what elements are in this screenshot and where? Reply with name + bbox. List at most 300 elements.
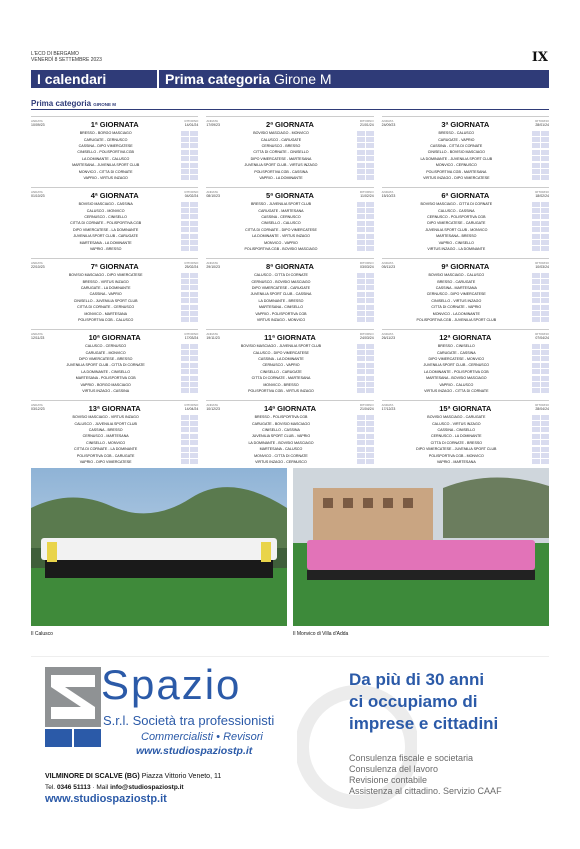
match-row	[31, 388, 198, 394]
match-teams: DIPO VIMERCATESE - MONVICO	[428, 356, 485, 361]
match-teams: CALUSCO - CITTÀ DI CORNATE	[254, 273, 308, 278]
score-box	[190, 317, 198, 322]
score-box	[532, 285, 540, 290]
score-box	[532, 317, 540, 322]
score-box	[357, 163, 365, 168]
match-teams: DIPO VIMERCATESE - MARTESANA	[250, 156, 312, 161]
score-box	[181, 344, 189, 349]
match-teams: POLISPORTIVA CGB - MARTESANA	[426, 169, 487, 174]
match-teams: CERNUSCO - DIPO VIMERCATESE	[426, 292, 486, 297]
ritorno-date: 25/02/24	[184, 265, 199, 269]
match-teams: POLISPORTIVA CGB - CASSINA	[254, 169, 308, 174]
score-box	[181, 285, 189, 290]
andata-label: ANDATA	[206, 403, 219, 407]
match-teams: BOVISIO MASCIAGO - MONVICO	[253, 131, 309, 136]
match-teams: BRESSO - CARUGATE	[437, 279, 476, 284]
ritorno-date: 21/04/24	[360, 407, 374, 411]
score-box	[532, 356, 540, 361]
score-box	[366, 279, 374, 284]
score-box	[366, 221, 374, 226]
match-row	[382, 459, 549, 465]
score-box	[541, 240, 549, 245]
round-title: 12ª GIORNATA	[439, 333, 492, 342]
match-teams: VAPRIO - DIPO VIMERCATESE	[79, 459, 132, 464]
score-box	[532, 227, 540, 232]
match-teams: BRESSO - JUVENILIA SPORT CLUB	[251, 202, 311, 207]
match-list	[382, 201, 549, 252]
andata-label: ANDATA	[31, 261, 43, 265]
andata-date: 08/10/23	[206, 194, 220, 198]
match-teams: CARUGATE - CASSINA	[436, 350, 476, 355]
score-box	[357, 363, 365, 368]
score-box	[366, 427, 374, 432]
score-box	[181, 305, 189, 310]
address	[45, 773, 221, 780]
match-teams: VIRTUS INZAGO - MONVICO	[256, 317, 306, 322]
match-teams: CASSINA - DIPO VIMERCATESE	[78, 143, 133, 148]
score-box	[366, 208, 374, 213]
match-teams: CITTÀ DI CORNATE - CINISELLO	[253, 150, 309, 155]
score-box	[532, 388, 540, 393]
website-link-2[interactable]: www.studiospaziostp.it	[45, 793, 167, 805]
score-box	[190, 344, 198, 349]
match-teams: VAPRIO - LA DOMINANTE	[259, 175, 303, 180]
ritorno-label: RITORNO	[359, 332, 374, 336]
score-box	[181, 350, 189, 355]
score-box	[190, 214, 198, 219]
score-box	[181, 356, 189, 361]
match-teams: CALUSCO - JUVENILIA SPORT CLUB	[74, 421, 137, 426]
ritorno-date: 21/01/24	[360, 123, 374, 127]
ritorno-label: RITORNO	[535, 190, 549, 194]
score-box	[541, 202, 549, 207]
andata-label: ANDATA	[381, 261, 394, 265]
score-box	[541, 459, 549, 464]
section-title	[159, 70, 332, 88]
match-teams: CARUGATE - VAPRIO	[438, 137, 475, 142]
score-box	[190, 415, 198, 420]
score-box	[357, 240, 365, 245]
score-box	[181, 382, 189, 387]
score-box	[541, 150, 549, 155]
match-list	[206, 130, 373, 181]
match-teams: CARUGATE - MONVICO	[85, 350, 126, 355]
match-teams: VAPRIO - POLISPORTIVA CGB	[255, 311, 307, 316]
score-box	[366, 344, 374, 349]
round-title: 2ª GIORNATA	[266, 120, 314, 129]
score-box	[541, 279, 549, 284]
ritorno-date: 18/02/24	[535, 194, 549, 198]
match-teams: VAPRIO - VIRTUS INZAGO	[83, 175, 128, 180]
advertisement	[31, 656, 549, 821]
match-teams: MONVICO - CERNUSCO	[435, 163, 477, 168]
score-box	[366, 434, 374, 439]
contacts	[45, 784, 184, 791]
andata-label: ANDATA	[206, 261, 219, 265]
match-teams: BOVISIO MASCIAGO - CASSINA	[78, 202, 133, 207]
score-box	[532, 234, 540, 239]
match-row	[31, 317, 198, 323]
score-box	[190, 227, 198, 232]
match-teams: CARUGATE - CERNUSCO	[83, 137, 128, 142]
score-box	[357, 415, 365, 420]
round-card	[206, 400, 373, 468]
score-box	[357, 292, 365, 297]
score-box	[541, 434, 549, 439]
match-row	[382, 317, 549, 323]
score-box	[181, 415, 189, 420]
round-title: 11ª GIORNATA	[264, 333, 316, 342]
andata-date: 26/11/23	[381, 336, 396, 340]
score-box	[541, 382, 549, 387]
round-card	[206, 329, 373, 397]
andata-label: ANDATA	[31, 332, 43, 336]
andata-label: ANDATA	[31, 190, 43, 194]
match-teams: POLISPORTIVA CGB - MONVICO	[428, 453, 484, 458]
match-teams: CASSINA - CINISELLO	[437, 427, 476, 432]
match-teams: DIPO VIMERCATESE - CARUGATE	[251, 285, 311, 290]
score-box	[532, 137, 540, 142]
score-box	[357, 279, 365, 284]
slogan-line: Da più di 30 anni	[349, 670, 485, 689]
ritorno-date: 11/02/24	[360, 194, 374, 198]
score-box	[366, 227, 374, 232]
match-teams: CERNUSCO - LA DOMINANTE	[431, 434, 482, 439]
ritorno-label: RITORNO	[184, 403, 199, 407]
round-card	[31, 329, 198, 397]
match-teams: CINISELLO - CALUSCO	[261, 221, 301, 226]
score-box	[532, 292, 540, 297]
match-teams: CALUSCO - VIRTUS INZAGO	[432, 421, 481, 426]
ritorno-label: RITORNO	[359, 119, 374, 123]
round-title: 13ª GIORNATA	[88, 404, 141, 413]
score-box	[181, 214, 189, 219]
score-box	[532, 273, 540, 278]
score-box	[190, 305, 198, 310]
match-teams: CALUSCO - CARUGATE	[260, 137, 302, 142]
score-box	[190, 356, 198, 361]
score-box	[541, 214, 549, 219]
match-row	[206, 388, 373, 394]
match-teams: CERNUSCO - BOVISIO MASCIAGO	[251, 279, 311, 284]
score-box	[357, 221, 365, 226]
subheading-main: Prima categoria	[31, 99, 92, 108]
round-title: 4ª GIORNATA	[90, 191, 139, 200]
score-box	[532, 344, 540, 349]
match-teams: VAPRIO - BRESSO	[89, 246, 122, 251]
score-box	[357, 305, 365, 310]
andata-date: 19/11/23	[206, 336, 220, 340]
email-link[interactable]: info@studiospaziostp.it	[110, 784, 184, 791]
score-box	[366, 350, 374, 355]
match-list	[382, 272, 549, 323]
slogan-line: ci occupiamo di	[349, 692, 478, 711]
match-teams: BRESSO - BORGO MASCIAGO	[79, 131, 132, 136]
score-box	[532, 434, 540, 439]
score-box	[181, 279, 189, 284]
score-box	[190, 246, 198, 251]
score-box	[541, 285, 549, 290]
match-teams: JUVENILIA SPORT CLUB - CASSINA	[250, 292, 312, 297]
score-box	[366, 137, 374, 142]
andata-date: 15/10/23	[381, 194, 396, 198]
round-title: 5ª GIORNATA	[266, 191, 314, 200]
match-teams: JUVENILIA SPORT CLUB - VAPRIO	[251, 434, 311, 439]
service-item: Consulenza fiscale e societaria	[349, 753, 474, 763]
score-box	[541, 169, 549, 174]
service-item: Revisione contabile	[349, 775, 428, 785]
score-box	[181, 202, 189, 207]
match-teams: MARTESANA - CINISELLO	[258, 305, 304, 310]
round-card	[31, 258, 198, 326]
score-box	[532, 208, 540, 213]
score-box	[190, 234, 198, 239]
match-teams: DIPO VIMERCATESE - CARUGATE	[427, 221, 486, 226]
match-teams: CITTÀ DI CORNATE - DIPO VIMERCATESE	[245, 227, 317, 232]
andata-label: ANDATA	[381, 190, 394, 194]
match-teams: LA DOMINANTE - VIRTUS INZAGO	[252, 234, 310, 239]
score-box	[366, 156, 374, 161]
score-box	[532, 169, 540, 174]
match-teams: BOVISIO MASCIAGO - CARUGATE	[427, 415, 486, 420]
score-box	[366, 356, 374, 361]
ritorno-label: RITORNO	[184, 119, 199, 123]
match-teams: LA DOMINANTE - CINISELLO	[81, 369, 131, 374]
score-box	[357, 382, 365, 387]
ritorno-label: RITORNO	[535, 403, 549, 407]
match-teams: BOVISIO MASCIAGO - VIRTUS INZAGO	[72, 415, 139, 420]
slogan-line: imprese e cittadini	[349, 714, 499, 733]
ritorno-date: 03/03/24	[360, 265, 374, 269]
score-box	[541, 344, 549, 349]
match-row	[206, 459, 373, 465]
score-box	[190, 202, 198, 207]
match-teams: MARTESANA - JUVENILIA SPORT CLUB	[72, 163, 140, 168]
company-type: S.r.l. Società tra professionisti	[103, 713, 275, 728]
ritorno-date: 14/01/24	[184, 123, 199, 127]
match-teams: LA DOMINANTE - BRESSO	[258, 298, 304, 303]
score-box	[357, 356, 365, 361]
score-box	[357, 298, 365, 303]
score-box	[366, 369, 374, 374]
score-box	[181, 376, 189, 381]
ritorno-label: RITORNO	[359, 403, 374, 407]
match-list	[31, 343, 198, 394]
ritorno-date: 17/03/24	[184, 336, 199, 340]
match-row	[382, 388, 549, 394]
score-box	[181, 369, 189, 374]
round-card	[206, 116, 373, 184]
address-street: Piazza Vittorio Veneto, 11	[141, 773, 222, 780]
score-box	[190, 285, 198, 290]
match-teams: MARTESANA - BOVISIO MASCIAGO	[426, 376, 487, 381]
match-list	[206, 414, 373, 465]
score-box	[357, 208, 365, 213]
match-list	[206, 201, 373, 252]
match-teams: CASSINA - VAPRIO	[89, 292, 122, 297]
match-teams: CINISELLO - MONVICO	[86, 440, 126, 445]
score-box	[190, 434, 198, 439]
score-box	[190, 350, 198, 355]
score-box	[357, 156, 365, 161]
match-teams: BOVISIO MASCIAGO - CITTÀ DI CORNATE	[420, 202, 493, 207]
score-box	[366, 169, 374, 174]
score-box	[541, 137, 549, 142]
match-teams: CITTÀ DI CORNATE - BRESSO	[430, 440, 483, 445]
score-box	[190, 298, 198, 303]
score-box	[541, 363, 549, 368]
score-box	[181, 137, 189, 142]
score-box	[357, 369, 365, 374]
score-box	[366, 440, 374, 445]
score-box	[541, 311, 549, 316]
match-teams: POLISPORTIVA CGB - CALUSCO	[78, 317, 134, 322]
score-box	[190, 440, 198, 445]
score-box	[532, 246, 540, 251]
score-box	[532, 305, 540, 310]
score-box	[181, 388, 189, 393]
match-teams: VIRTUS INZAGO - LA DOMINANTE	[427, 246, 486, 251]
match-teams: MARTESANA - BRESSO	[436, 234, 477, 239]
score-box	[181, 440, 189, 445]
score-box	[190, 208, 198, 213]
score-box	[357, 350, 365, 355]
score-box	[357, 150, 365, 155]
score-box	[190, 150, 198, 155]
score-box	[181, 156, 189, 161]
score-box	[532, 363, 540, 368]
ritorno-label: RITORNO	[359, 261, 374, 265]
score-box	[366, 311, 374, 316]
score-box	[190, 279, 198, 284]
match-list	[382, 130, 549, 181]
match-teams: MONVICO - VAPRIO	[264, 240, 298, 245]
score-box	[366, 163, 374, 168]
score-box	[181, 298, 189, 303]
match-teams: CINISELLO - BOVISIO MASCIAGO	[427, 150, 485, 155]
score-box	[357, 376, 365, 381]
score-box	[181, 459, 189, 464]
website-link[interactable]: www.studiospaziostp.it	[136, 745, 253, 757]
score-box	[190, 131, 198, 136]
ritorno-label: RITORNO	[535, 332, 549, 336]
round-card	[382, 187, 549, 255]
score-box	[532, 459, 540, 464]
score-box	[532, 202, 540, 207]
score-box	[366, 143, 374, 148]
match-list	[31, 414, 198, 465]
match-teams: LA DOMINANTE - CALUSCO	[82, 156, 130, 161]
score-box	[366, 298, 374, 303]
score-box	[366, 382, 374, 387]
group-title: Girone M	[273, 71, 332, 87]
section-bar	[31, 70, 549, 88]
score-box	[532, 143, 540, 148]
score-box	[541, 415, 549, 420]
score-box	[541, 208, 549, 213]
score-box	[181, 453, 189, 458]
score-box	[532, 440, 540, 445]
match-teams: JUVENILIA SPORT CLUB - CARUGATE	[73, 234, 139, 239]
score-box	[532, 150, 540, 155]
match-teams: MONVICO - MARTESANA	[84, 311, 127, 316]
score-box	[190, 421, 198, 426]
score-box	[181, 447, 189, 452]
round-card	[206, 258, 373, 326]
score-box	[190, 427, 198, 432]
score-box	[532, 350, 540, 355]
round-title: 8ª GIORNATA	[266, 262, 314, 271]
round-card	[382, 400, 549, 468]
andata-label: ANDATA	[206, 190, 219, 194]
score-box	[357, 214, 365, 219]
match-teams: CINISELLO - CARUGATE	[260, 369, 302, 374]
round-card	[206, 187, 373, 255]
match-teams: CARUGATE - LA DOMINANTE	[80, 285, 131, 290]
score-box	[357, 202, 365, 207]
score-box	[190, 453, 198, 458]
round-title: 10ª GIORNATA	[88, 333, 141, 342]
andata-label: ANDATA	[381, 403, 394, 407]
score-box	[357, 447, 365, 452]
match-list	[382, 414, 549, 465]
score-box	[357, 388, 365, 393]
match-teams: CITTÀ DI CORNATE - MARTESANA	[251, 376, 311, 381]
score-box	[541, 305, 549, 310]
match-teams: VAPRIO - CALUSCO	[439, 382, 474, 387]
match-list	[382, 343, 549, 394]
match-list	[206, 272, 373, 323]
score-box	[532, 240, 540, 245]
round-title: 7ª GIORNATA	[90, 262, 139, 271]
score-box	[190, 292, 198, 297]
subheading	[31, 99, 116, 108]
andata-label: ANDATA	[31, 403, 43, 407]
score-box	[532, 369, 540, 374]
score-box	[181, 163, 189, 168]
round-title: 1ª GIORNATA	[90, 120, 139, 129]
match-teams: CASSINA - MARTESANA	[435, 285, 477, 290]
match-teams: CERNUSCO - VAPRIO	[262, 363, 300, 368]
mail-label: · Mail	[92, 784, 109, 791]
match-teams: CITTÀ DI CORNATE - VAPRIO	[431, 305, 482, 310]
score-box	[190, 240, 198, 245]
brand-name: Spazio	[101, 661, 242, 708]
round-card	[382, 329, 549, 397]
score-box	[541, 388, 549, 393]
round-title: 9ª GIORNATA	[441, 262, 490, 271]
match-teams: CITTÀ DI CORNATE - CERNUSCO	[77, 305, 135, 310]
score-box	[366, 388, 374, 393]
photo-caption-right: Il Monvico di Villa d'Adda	[293, 631, 349, 637]
score-box	[181, 131, 189, 136]
ritorno-label: RITORNO	[359, 190, 374, 194]
score-box	[541, 143, 549, 148]
score-box	[190, 221, 198, 226]
andata-date: 17/12/23	[381, 407, 396, 411]
match-teams: BOVISIO MASCIAGO - JUVENILIA SPORT CLUB	[240, 344, 322, 349]
score-box	[541, 350, 549, 355]
score-box	[190, 382, 198, 387]
score-box	[181, 227, 189, 232]
match-teams: POLISPORTIVA CGB - BOVISIO MASCIAGO	[244, 246, 318, 251]
score-box	[357, 143, 365, 148]
score-box	[190, 143, 198, 148]
andata-label: ANDATA	[31, 119, 43, 123]
score-box	[366, 131, 374, 136]
ritorno-date: 10/03/24	[535, 265, 549, 269]
issue-date: VENERDÌ 8 SETTEMBRE 2023	[31, 57, 102, 63]
